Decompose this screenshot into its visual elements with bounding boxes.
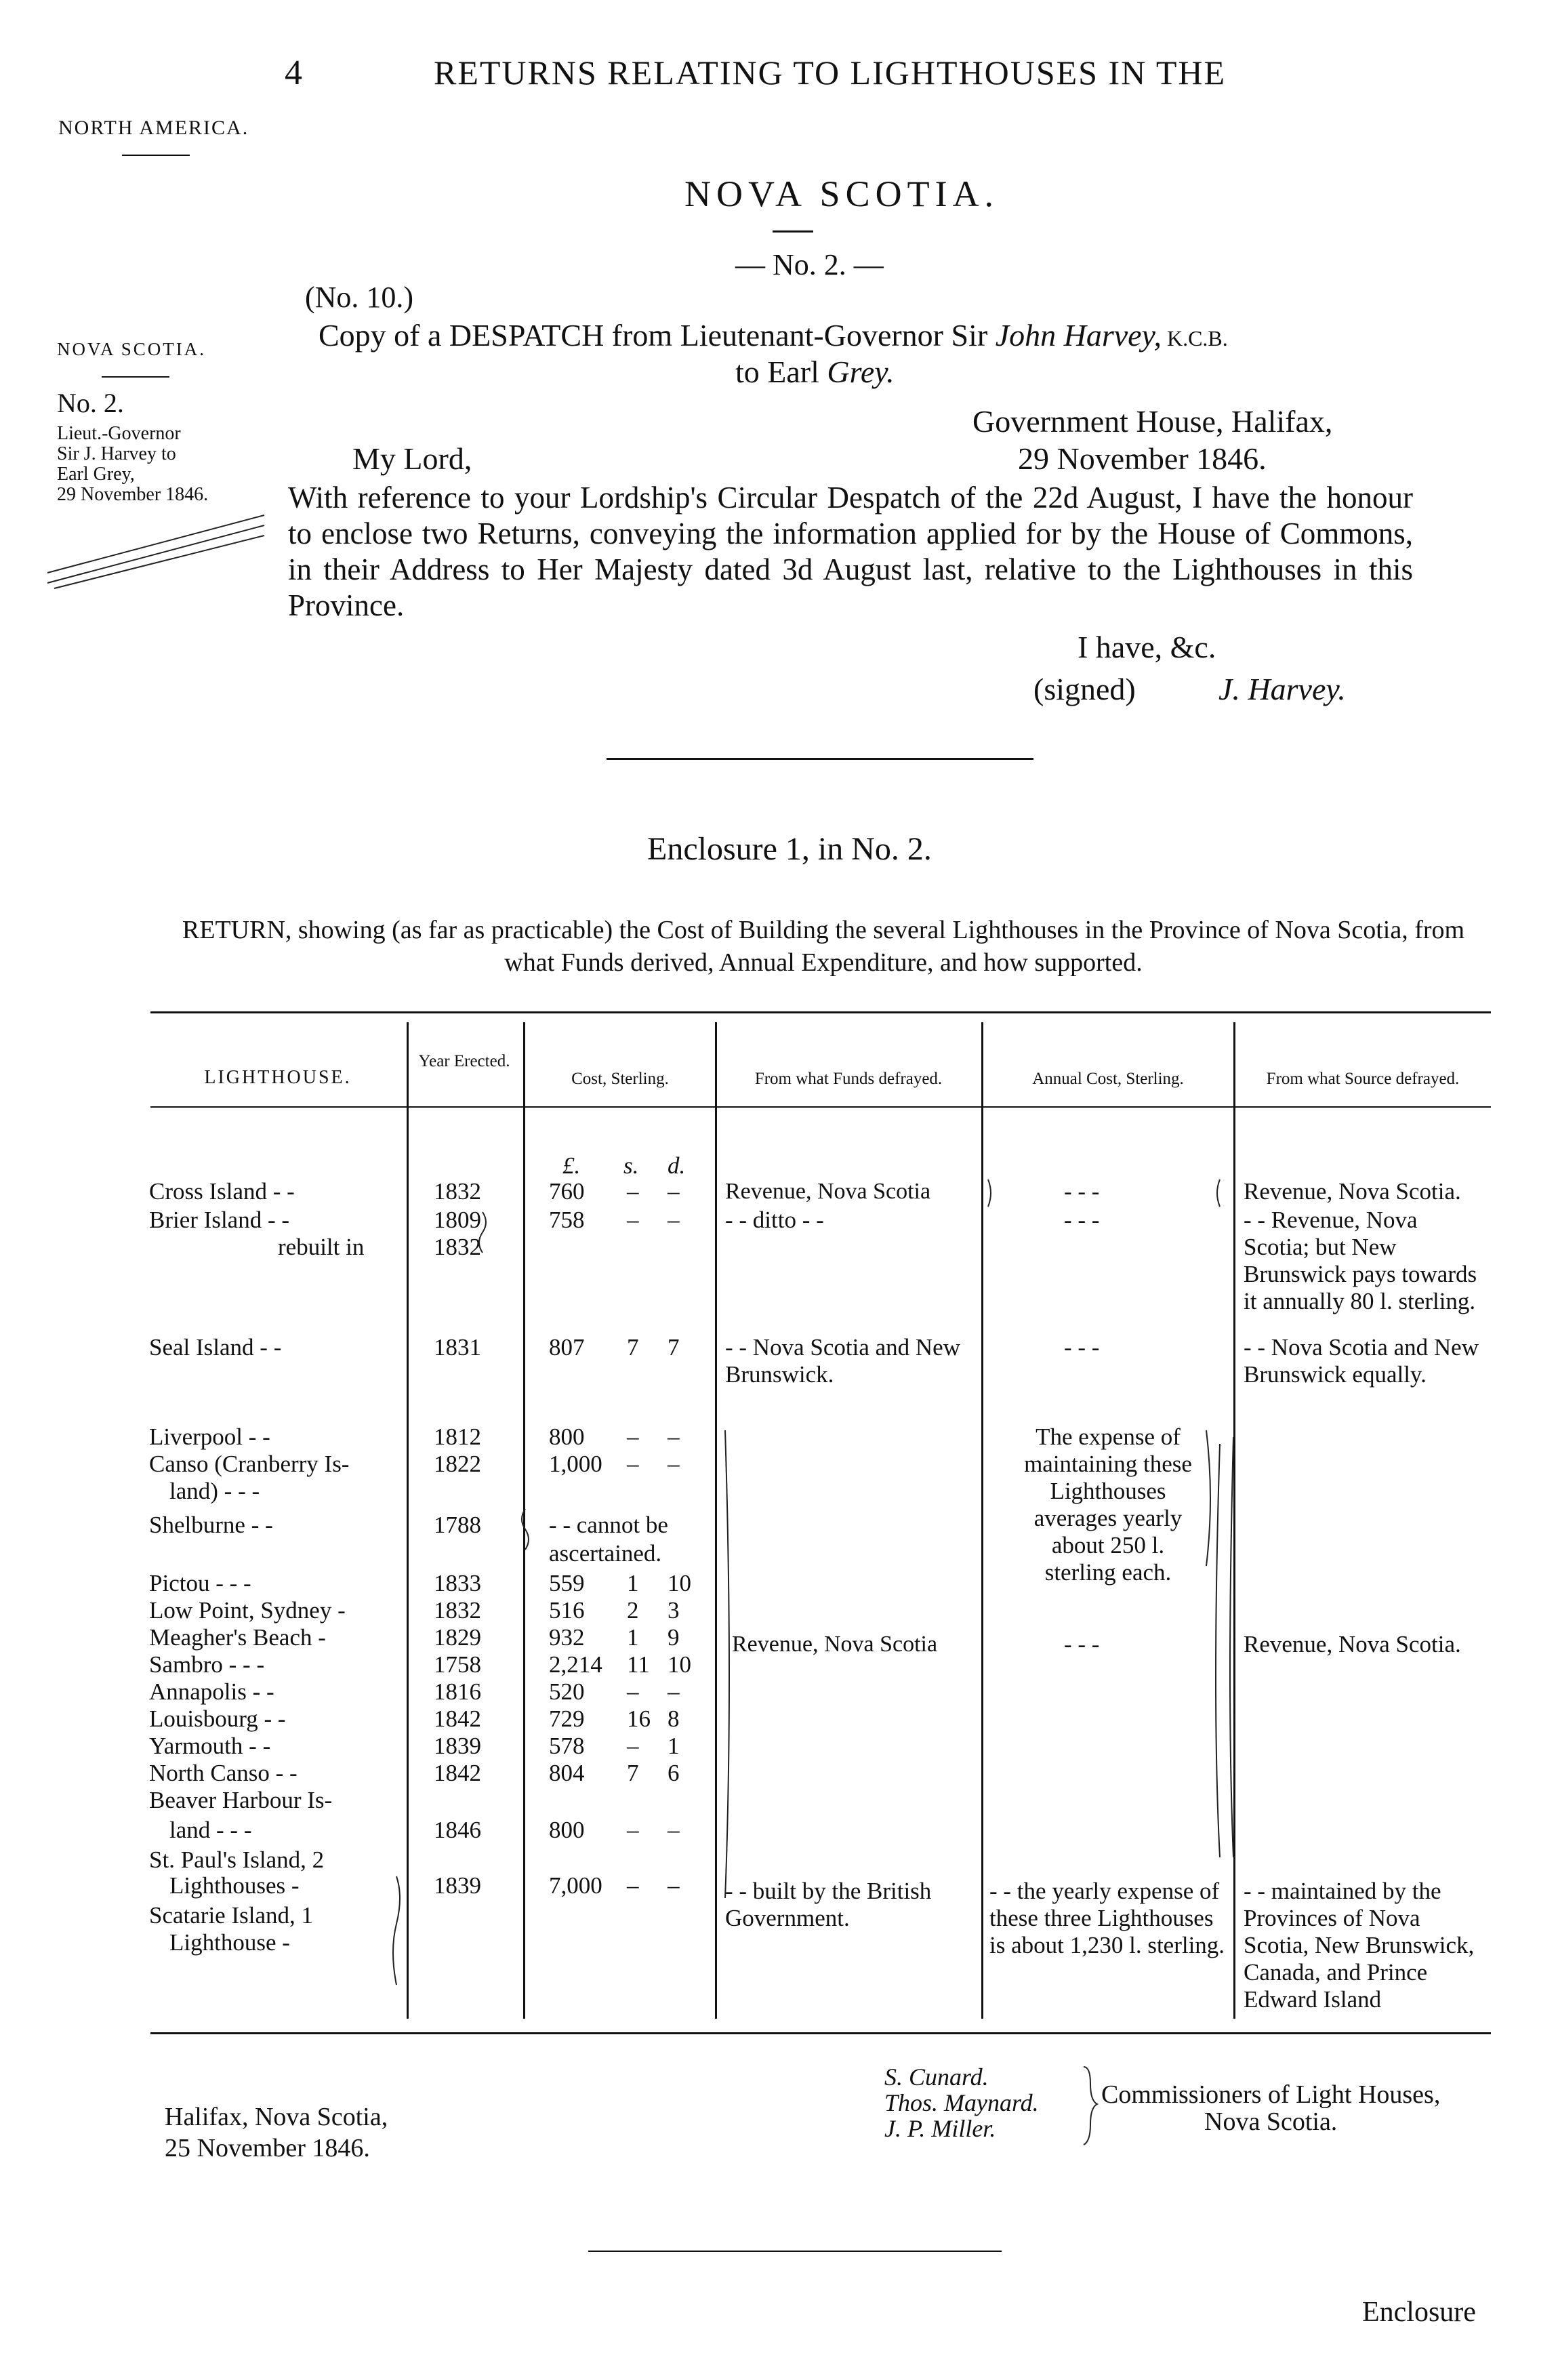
despatch-recipient: Grey.	[827, 355, 895, 389]
cost-pounds: 520	[549, 1678, 585, 1705]
cost-pounds: 804	[549, 1760, 585, 1786]
commissioners-title	[1101, 2081, 1440, 2135]
source-british: - - maintained by the Provinces of Nova Scotia, New Brunswick, Canada, and Prince Edward Island	[1244, 1878, 1475, 2013]
signatory: Thos. Maynard.	[884, 2089, 1039, 2116]
despatch-honours: K.C.B.	[1161, 326, 1228, 350]
lighthouse-name: Louisbourg - -	[149, 1706, 286, 1732]
footer-divider	[588, 2251, 1002, 2252]
lighthouse-name: Cross Island - -	[149, 1178, 295, 1205]
cost-pence: 10	[668, 1651, 691, 1678]
header-funds: From what Funds defrayed.	[754, 1070, 943, 1088]
year-erected: 1842	[434, 1760, 481, 1786]
cost-shillings: –	[627, 1733, 639, 1759]
signatories	[884, 2064, 1039, 2141]
cost-pence: –	[668, 1872, 680, 1899]
year-erected: 1822	[434, 1451, 481, 1477]
lighthouse-name: Low Point, Sydney -	[149, 1597, 346, 1623]
currency-shillings: s.	[623, 1152, 639, 1179]
lighthouse-name: Lighthouse -	[169, 1929, 290, 1956]
cost-pence: 9	[668, 1624, 680, 1651]
page-number: 4	[285, 54, 302, 92]
cost-pence: 1	[668, 1733, 680, 1759]
cost-pounds: 758	[549, 1207, 585, 1233]
despatch-body: With reference to your Lordship's Circular Despatch of the 22d August, I have the honour to enclose two Returns, conveying the information applied for by the House of Commons, in their Address to Her Majesty dated 3d August last, relative to the Lighthouses in this Province.	[288, 481, 1413, 622]
despatch-close: I have, &c.	[1078, 630, 1216, 664]
lighthouse-name: Canso (Cranberry Is-	[149, 1451, 350, 1477]
cost-pence: 10	[668, 1570, 691, 1596]
cost-pence: 3	[668, 1597, 680, 1623]
cost-shillings: –	[627, 1872, 639, 1899]
footer-place	[165, 2101, 388, 2164]
cost-pounds: 800	[549, 1817, 585, 1843]
year-erected: 1788	[434, 1512, 481, 1538]
margin-region: NORTH AMERICA.	[58, 117, 249, 139]
lighthouse-name: Pictou - - -	[149, 1570, 251, 1596]
return-lead: RETURN,	[182, 916, 292, 944]
source-brier: - - Revenue, Nova Scotia; but New Brunswick pays towards it annually 80 l. sterling.	[1244, 1207, 1477, 1314]
year-erected: 1839	[434, 1733, 481, 1759]
cost-pence: –	[668, 1207, 680, 1233]
year-erected: 1831	[434, 1334, 481, 1360]
lighthouse-name: Beaver Harbour Is-	[149, 1787, 333, 1813]
cost-pounds: ascertained.	[549, 1540, 662, 1567]
year-erected: 1832	[434, 1597, 481, 1623]
cost-pounds: 1,000	[549, 1451, 602, 1477]
despatch-title-prefix: Copy of a DESPATCH from Lieutenant-Governor Sir	[319, 318, 996, 352]
cost-shillings: 2	[627, 1597, 639, 1623]
funds-seal: - - Nova Scotia and New Brunswick.	[725, 1334, 960, 1388]
lighthouse-name: Annapolis - -	[149, 1678, 274, 1705]
annual-seal: - - -	[1064, 1334, 1100, 1360]
commissioners-role: Commissioners of Light Houses,	[1101, 2080, 1441, 2109]
return-text: showing (as far as practicable) the Cost of Building the several Lighthouses in the Province of Nova Scotia, from what Funds derived, Annual Expenditure, and how supported.	[291, 916, 1465, 977]
lighthouse-name: Scatarie Island, 1	[149, 1902, 313, 1929]
lighthouse-name: Meagher's Beach -	[149, 1624, 326, 1651]
source-group: Revenue, Nova Scotia.	[1244, 1631, 1461, 1657]
year-erected: 1846	[434, 1817, 481, 1843]
cost-shillings: –	[627, 1424, 639, 1450]
cost-pounds: 932	[549, 1624, 585, 1651]
cost-shillings: 1	[627, 1624, 639, 1651]
cost-pounds: 2,214	[549, 1651, 602, 1678]
year-erected: 1832	[434, 1178, 481, 1205]
funds-brier: - - ditto - -	[725, 1207, 824, 1233]
cost-pence: 7	[668, 1334, 680, 1360]
year-erected: 1833	[434, 1570, 481, 1596]
cost-shillings: –	[627, 1678, 639, 1705]
source-cross: Revenue, Nova Scotia.	[1244, 1178, 1461, 1205]
lighthouse-name: Seal Island - -	[149, 1334, 282, 1360]
lighthouse-name: Liverpool - -	[149, 1424, 270, 1450]
margin-number: No. 2.	[57, 388, 124, 418]
despatch-number: (No. 10.)	[305, 281, 414, 314]
year-erected: 1842	[434, 1706, 481, 1732]
header-lighthouse: LIGHTHOUSE.	[204, 1067, 352, 1088]
source-seal: - - Nova Scotia and New Brunswick equally.	[1244, 1334, 1479, 1388]
commissioners-province: Nova Scotia.	[1204, 2107, 1338, 2136]
header-year: Year Erected.	[418, 1052, 510, 1070]
annual-cross: - - -	[1064, 1178, 1100, 1205]
cost-shillings: 16	[627, 1706, 651, 1732]
cost-pounds: 807	[549, 1334, 585, 1360]
despatch-date: 29 November 1846.	[1018, 441, 1267, 476]
year-erected: 1829	[434, 1624, 481, 1651]
lighthouse-name: Lighthouses -	[169, 1872, 300, 1899]
section-number: — No. 2. —	[735, 248, 884, 281]
year-erected: 1839	[434, 1872, 481, 1899]
enclosure-title: Enclosure 1, in No. 2.	[647, 831, 932, 867]
lighthouse-name: Brier Island - -	[149, 1207, 290, 1233]
header-source: From what Source defrayed.	[1266, 1070, 1460, 1088]
footer-date: 25 November 1846.	[165, 2134, 370, 2162]
year-erected: 1758	[434, 1651, 481, 1678]
year-erected: 1809	[434, 1207, 481, 1233]
annual-british: - - the yearly expense of these three Lighthouses is about 1,230 l. sterling.	[989, 1878, 1225, 1958]
funds-british: - - built by the British Government.	[725, 1878, 932, 1931]
despatch-signature: J. Harvey.	[1218, 672, 1346, 706]
signatory-brace	[1081, 2064, 1101, 2149]
catchword: Enclosure	[1362, 2297, 1476, 2328]
lighthouse-name: North Canso - -	[149, 1760, 298, 1786]
lighthouse-name: Shelburne - -	[149, 1512, 273, 1538]
funds-group: Revenue, Nova Scotia	[732, 1632, 938, 1657]
currency-pence: d.	[668, 1152, 686, 1179]
cost-pence: –	[668, 1817, 680, 1843]
lighthouse-name: Yarmouth - -	[149, 1733, 271, 1759]
funds-cross: Revenue, Nova Scotia	[725, 1179, 931, 1204]
cost-pence: –	[668, 1178, 680, 1205]
cost-pounds: 7,000	[549, 1872, 602, 1899]
cost-pence: –	[668, 1424, 680, 1450]
cost-shillings: 11	[627, 1651, 650, 1678]
signatory: S. Cunard.	[884, 2063, 989, 2091]
header-cost: Cost, Sterling.	[571, 1070, 669, 1088]
annual-brier: - - -	[1064, 1207, 1100, 1233]
cost-shillings: 7	[627, 1334, 639, 1360]
despatch-signed: (signed)	[1033, 672, 1136, 706]
cost-shillings: –	[627, 1451, 639, 1477]
cost-pounds: 578	[549, 1733, 585, 1759]
footer-place-line: Halifax, Nova Scotia,	[165, 2103, 388, 2131]
despatch-recipient-prefix: to Earl	[735, 355, 827, 389]
cost-pounds: 760	[549, 1178, 585, 1205]
cost-pence: 6	[668, 1760, 680, 1786]
signatory: J. P. Miller.	[884, 2115, 996, 2142]
year-erected: 1832	[434, 1234, 481, 1260]
despatch-place: Government House, Halifax,	[972, 404, 1333, 439]
lighthouse-name: Sambro - - -	[149, 1651, 265, 1678]
cost-pounds: - - cannot be	[549, 1512, 668, 1538]
cost-shillings: 1	[627, 1570, 639, 1596]
annual-group-note: The expense of maintaining these Lighthouses averages yearly about 250 l. sterling each.	[1024, 1424, 1192, 1586]
cost-pence: –	[668, 1678, 680, 1705]
cost-pounds: 516	[549, 1597, 585, 1623]
despatch-salutation: My Lord,	[352, 441, 472, 476]
cost-pounds: 559	[549, 1570, 585, 1596]
currency-pounds: £.	[562, 1152, 581, 1179]
lighthouse-name: St. Paul's Island, 2	[149, 1847, 325, 1873]
cost-pounds: 800	[549, 1424, 585, 1450]
year-erected: 1816	[434, 1678, 481, 1705]
lighthouse-name: rebuilt in	[278, 1234, 365, 1260]
cost-pounds: 729	[549, 1706, 585, 1732]
lighthouse-name: land) - - -	[169, 1478, 260, 1504]
annual-group: - - -	[1064, 1631, 1100, 1657]
cost-shillings: 7	[627, 1760, 639, 1786]
cost-pence: –	[668, 1451, 680, 1477]
cost-pence: 8	[668, 1706, 680, 1732]
section-title: NOVA SCOTIA.	[684, 174, 1000, 214]
lighthouse-name: land - - -	[169, 1817, 252, 1843]
despatch-sender: John Harvey,	[995, 318, 1162, 352]
margin-province: NOVA SCOTIA.	[57, 339, 207, 359]
year-erected: 1812	[434, 1424, 481, 1450]
header-annual: Annual Cost, Sterling.	[1032, 1070, 1184, 1088]
cost-shillings: –	[627, 1207, 639, 1233]
running-head: RETURNS RELATING TO LIGHTHOUSES IN THE	[434, 54, 1227, 92]
cost-shillings: –	[627, 1817, 639, 1843]
margin-description: Lieut.-Governor Sir J. Harvey to Earl Grey, 29 November 1846.	[57, 423, 209, 505]
cost-shillings: –	[627, 1178, 639, 1205]
